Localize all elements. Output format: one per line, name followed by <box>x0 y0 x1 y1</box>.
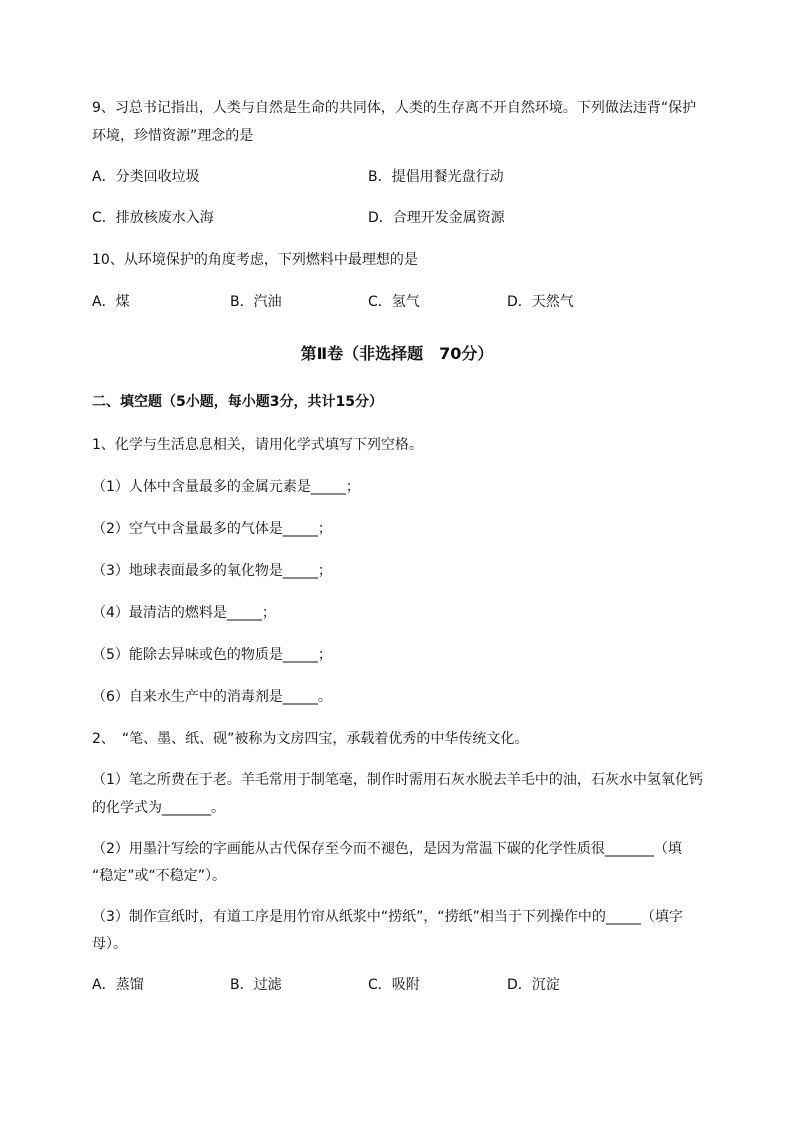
fill2-part1-line2: 的化学式为_______。 <box>92 800 225 816</box>
fill2-part3-line1: （3）制作宣纸时，有道工序是用竹帘从纸浆中“捞纸”，“捞纸”相当于下列操作中的_____（填字 <box>92 909 683 925</box>
fill1-item-6: （6）自来水生产中的消毒剂是_____。 <box>92 689 332 705</box>
fill1-item-2: （2）空气中含量最多的气体是_____； <box>92 521 332 537</box>
q9-option-b: B．提倡用餐光盘行动 <box>368 169 504 185</box>
fill2-option-a: A．蒸馏 <box>92 977 144 993</box>
q9-stem-line1: 9、习总书记指出，人类与自然是生命的共同体，人类的生存离不开自然环境。下列做法违背“保护 <box>92 100 697 116</box>
fill1-item-3: （3）地球表面最多的氧化物是_____； <box>92 563 332 579</box>
fill2-option-b: B．过滤 <box>230 977 282 993</box>
fill1-item-5: （5）能除去异味或色的物质是_____； <box>92 647 332 663</box>
q10-option-a: A．煤 <box>92 294 130 310</box>
fill1-item-4: （4）最清洁的燃料是_____； <box>92 605 276 621</box>
q10-option-d: D．天然气 <box>507 294 574 310</box>
fill2-part2-line1: （2）用墨汁写绘的字画能从古代保存至今而不褪色，是因为常温下碳的化学性质很_______（填 <box>92 841 682 857</box>
q9-option-a: A．分类回收垃圾 <box>92 169 200 185</box>
fill2-part3-line2: 母）。 <box>92 936 127 952</box>
q10-option-b: B．汽油 <box>230 294 282 310</box>
fill2-option-d: D．沉淀 <box>507 977 560 993</box>
fill1-stem: 1、化学与生活息息相关，请用化学式填写下列空格。 <box>92 437 423 453</box>
fill2-option-c: C．吸附 <box>368 977 420 993</box>
fill1-item-1: （1）人体中含量最多的金属元素是_____； <box>92 479 360 495</box>
fill2-stem: 2、 “笔、墨、纸、砚”被称为文房四宝，承载着优秀的中华传统文化。 <box>92 731 529 747</box>
q10-stem: 10、从环境保护的角度考虑，下列燃料中最理想的是 <box>92 252 418 268</box>
q9-stem-line2: 环境，珍惜资源”理念的是 <box>92 128 254 144</box>
q9-option-c: C．排放核废水入海 <box>92 210 214 226</box>
fill2-part1-line1: （1）笔之所费在于老。羊毛常用于制笔毫，制作时需用石灰水脱去羊毛中的油，石灰水中氢氧化钙 <box>92 772 703 788</box>
part2-title: 第Ⅱ卷（非选择题 70分） <box>300 344 494 363</box>
q9-option-d: D．合理开发金属资源 <box>368 210 505 226</box>
fill2-part2-line2: “稳定”或“不稳定”）。 <box>92 868 227 884</box>
section-fill-blank-heading: 二、填空题（5小题，每小题3分，共计15分） <box>92 394 383 410</box>
q10-option-c: C．氢气 <box>368 294 420 310</box>
